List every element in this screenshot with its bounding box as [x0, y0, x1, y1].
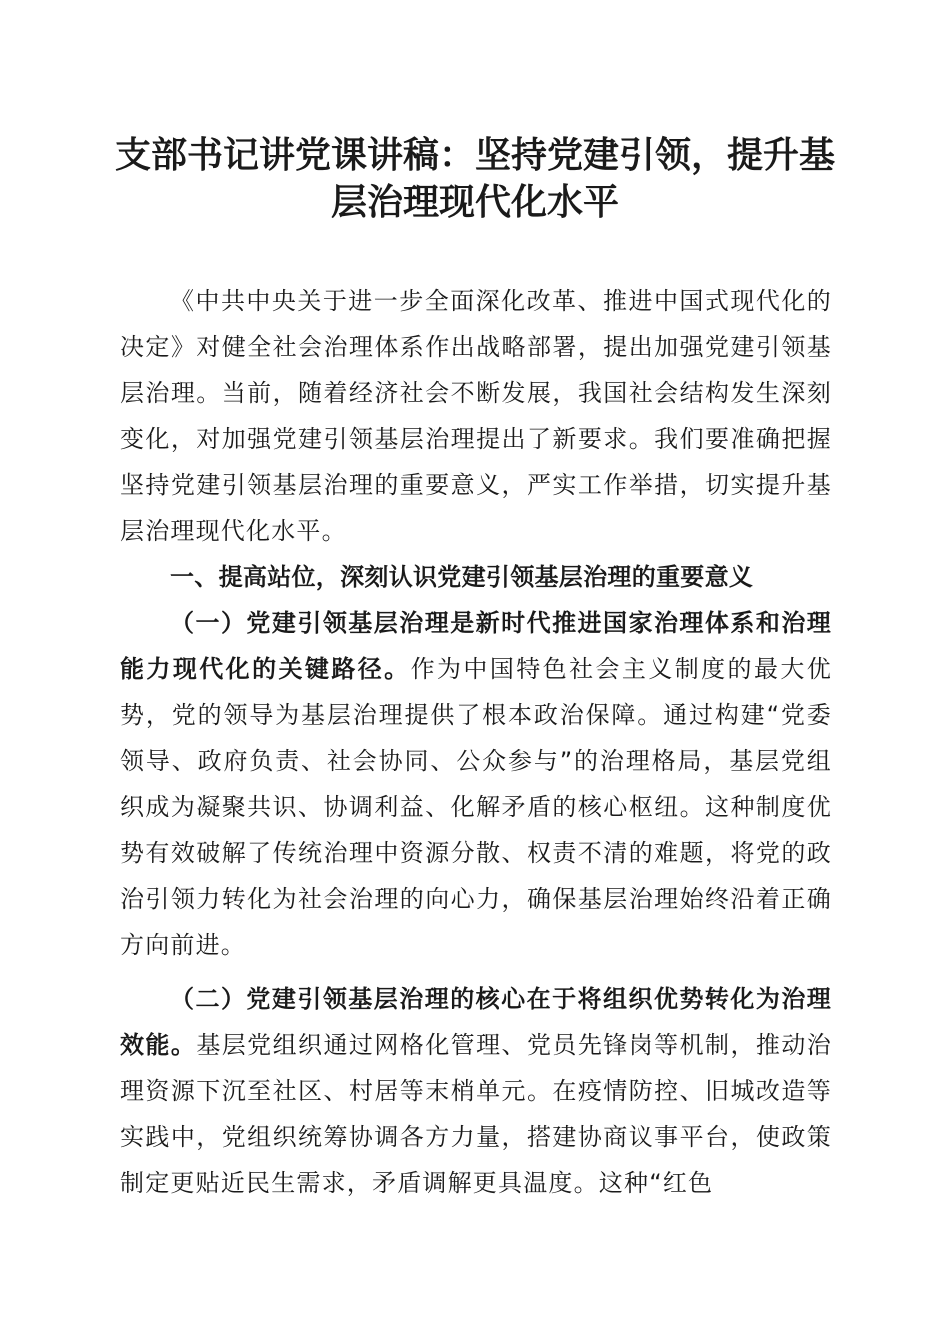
subsection-2-paragraph: [120, 976, 832, 1206]
subsection-1-lead: （一）党建引领基层治理是新时代推进国家治理体系和治理能力现代化的关键路径。: [120, 609, 832, 683]
subsection-2-lead: （二）党建引领基层治理的核心在于将组织优势转化为治理效能。: [120, 985, 832, 1059]
intro-paragraph: 《中共中央关于进一步全面深化改革、推进中国式现代化的决定》对健全社会治理体系作出战略部署，提出加强党建引领基层治理。当前，随着经济社会不断发展，我国社会结构发生深刻变化，对加强党建引领基层治理提出了新要求。我们要准确把握坚持党建引领基层治理的重要意义，严实工作举措，切实提升基层治理现代化水平。: [120, 287, 832, 545]
document-body: [120, 278, 832, 1206]
subsection-1-text: 作为中国特色社会主义制度的最大优势，党的领导为基层治理提供了根本政治保障。通过构建“党委领导、政府负责、社会协同、公众参与”的治理格局，基层党组织成为凝聚共识、协调利益、化解矛盾的核心枢纽。这种制度优势有效破解了传统治理中资源分散、权责不清的难题，将党的政治引领力转化为社会治理的向心力，确保基层治理始终沿着正确方向前进。: [120, 655, 833, 959]
subsection-1-paragraph: [120, 600, 832, 968]
section-1-heading: 一、提高站位，深刻认识党建引领基层治理的重要意义: [170, 563, 754, 591]
subsection-2-text: 基层党组织通过网格化管理、党员先锋岗等机制，推动治理资源下沉至社区、村居等末梢单元。在疫情防控、旧城改造等实践中，党组织统筹协调各方力量，搭建协商议事平台，使政策制定更贴近民生需求，矛盾调解更具温度。这种“红色: [120, 1031, 832, 1197]
document-title: 支部书记讲党课讲稿：坚持党建引领，提升基层治理现代化水平: [114, 134, 835, 223]
